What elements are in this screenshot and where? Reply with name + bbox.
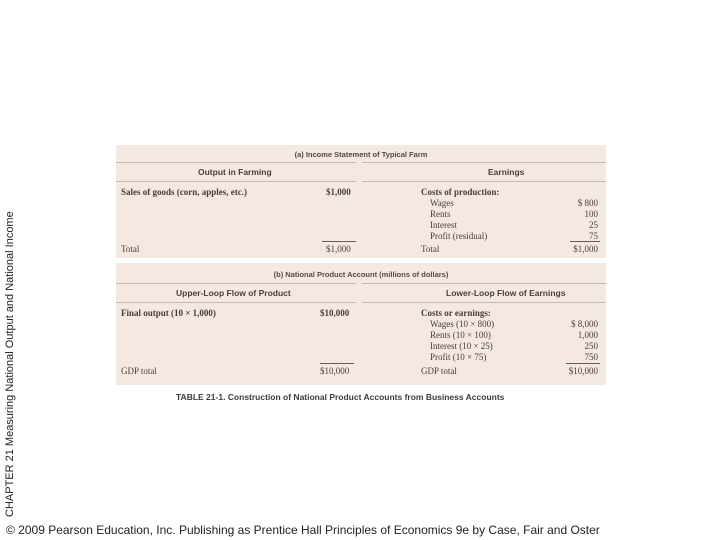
- table-a-title: (a) Income Statement of Typical Farm: [294, 150, 428, 159]
- chapter-side-title: CHAPTER 21 Measuring National Output and National Income: [4, 211, 16, 517]
- table-a-right-total-value: $1,000: [573, 244, 598, 254]
- table-b-row-value: $ 8,000: [571, 319, 598, 329]
- table-b-row-value: 750: [584, 352, 598, 362]
- table-b-right-total-rule: [566, 363, 600, 364]
- table-b-row-label: Wages (10 × 800): [430, 319, 495, 329]
- table-a-left-total-value: $1,000: [326, 244, 351, 254]
- table-a-right-group: Costs of production:: [421, 187, 500, 197]
- table-a-row-label: Wages: [430, 198, 454, 208]
- table-b-left-header: Upper-Loop Flow of Product: [116, 283, 356, 303]
- table-b-left-value: $10,000: [320, 308, 350, 318]
- table-a-row-label: Interest: [430, 220, 457, 230]
- table-b-row-value: 1,000: [577, 330, 598, 340]
- table-a-left-value: $1,000: [326, 187, 351, 197]
- table-b-right-total-label: GDP total: [421, 366, 457, 376]
- table-b-right-group: Costs or earnings:: [421, 308, 491, 318]
- table-a-row-value: $ 800: [577, 198, 598, 208]
- table-b-row-value: 250: [584, 341, 598, 351]
- table-a-left-header: Output in Farming: [116, 162, 356, 182]
- table-b-left-item: Final output (10 × 1,000): [121, 308, 216, 318]
- table-b-row-label: Profit (10 × 75): [430, 352, 487, 362]
- table-caption: TABLE 21-1. Construction of National Product Accounts from Business Accounts: [176, 392, 505, 402]
- copyright-footer: © 2009 Pearson Education, Inc. Publishing as Prentice Hall Principles of Economics 9e by Case, Fair and Oster: [6, 523, 600, 537]
- table-b-left-total-value: $10,000: [320, 366, 350, 376]
- table-a-row-label: Profit (residual): [430, 231, 488, 241]
- table-b-right-header: Lower-Loop Flow of Earnings: [362, 283, 606, 303]
- table-a-right-total-rule: [570, 241, 600, 242]
- table-a-left-total-label: Total: [121, 244, 140, 254]
- table-b-right-total-value: $10,000: [568, 366, 598, 376]
- table-a-left-item: Sales of goods (corn, apples, etc.): [121, 187, 247, 197]
- table-b-title: (b) National Product Account (millions of dollars): [273, 270, 449, 279]
- table-b-left-total-label: GDP total: [121, 366, 157, 376]
- table-a-row-value: 100: [584, 209, 598, 219]
- table-b-left-total-rule: [320, 363, 354, 364]
- table-a-row-value: 75: [589, 231, 598, 241]
- table-b-row-label: Interest (10 × 25): [430, 341, 493, 351]
- table-a-row-value: 25: [589, 220, 598, 230]
- income-statement-panel: [116, 145, 606, 258]
- table-a-right-total-label: Total: [421, 244, 440, 254]
- table-b-row-label: Rents (10 × 100): [430, 330, 491, 340]
- table-a-right-header: Earnings: [362, 162, 606, 182]
- national-product-panel: [116, 263, 606, 385]
- table-a-row-label: Rents: [430, 209, 451, 219]
- table-a-left-total-rule: [322, 241, 356, 242]
